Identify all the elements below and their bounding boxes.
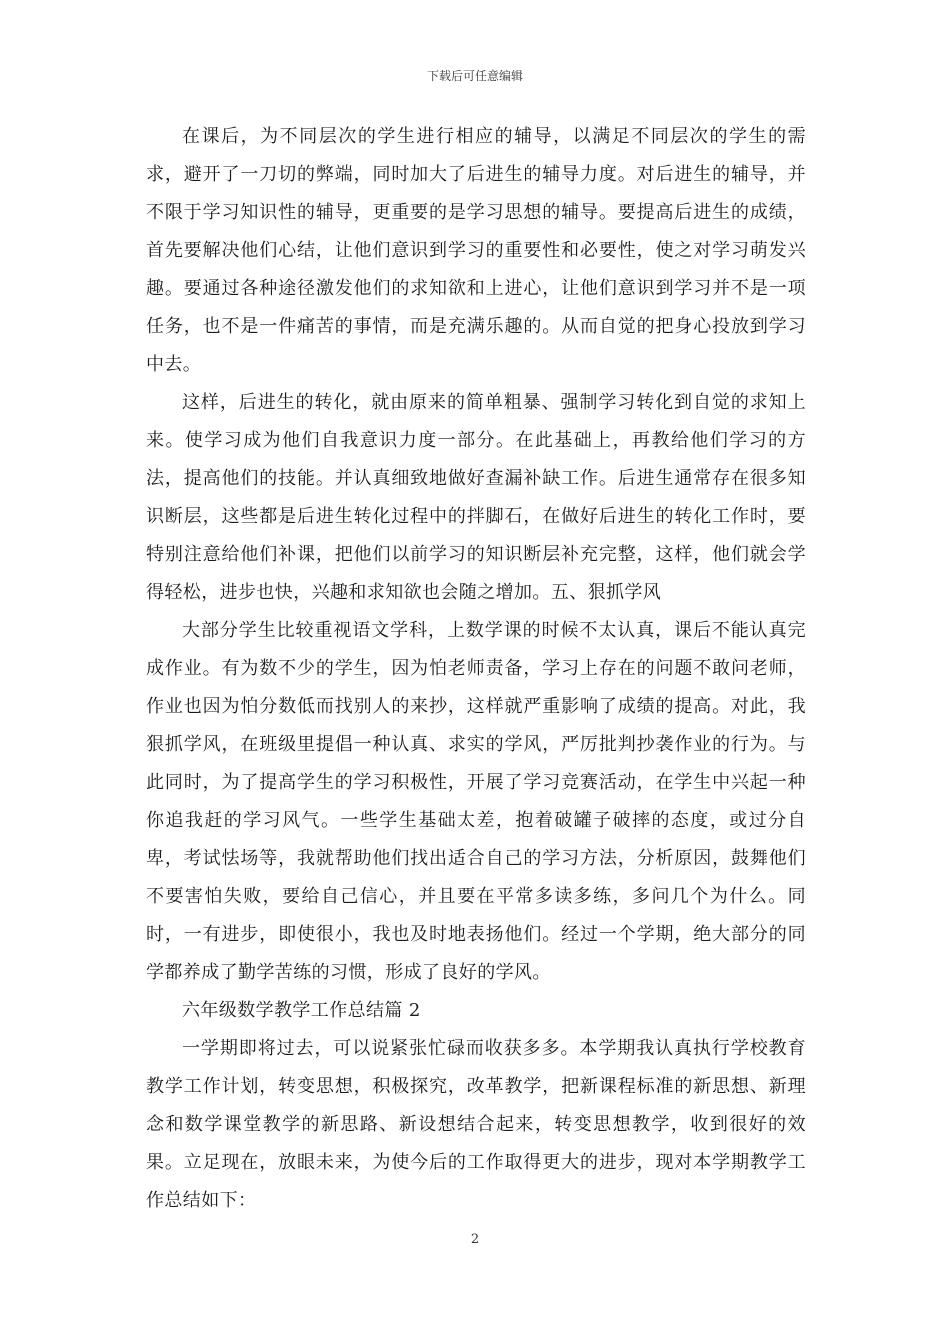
paragraph-slow-learner-transformation: 这样，后进生的转化，就由原来的简单粗暴、强制学习转化到自觉的求知上来。使学习成为他们自我意识力度一部分。在此基础上，再教给他们学习的方法，提高他们的技能。并认真细致地做好查漏补缺工作。后进生通常存在很多知识断层，这些都是后进生转化过程中的拌脚石，在做好后进生的转化工作时，要特别注意给他们补课，把他们以前学习的知识断层补充完整，这样，他们就会学得轻松，进步也快，兴趣和求知欲也会随之增加。五、狠抓学风 — [146, 392, 806, 603]
page-number: 2 — [470, 1232, 480, 1247]
paragraph-semester-summary-intro: 一学期即将过去，可以说紧张忙碌而收获多多。本学期我认真执行学校教育教学工作计划，转变思想，积极探究，改革教学，把新课程标准的新思想、新理念和数学课堂教学的新思路、新设想结合起来，转变思想教学，收到很好的效果。立足现在，放眼未来，为使今后的工作取得更大的进步，现对本学期教学工作总结如下： — [146, 1038, 806, 1211]
paragraph-after-class-tutoring: 在课后，为不同层次的学生进行相应的辅导，以满足不同层次的学生的需求，避开了一刀切的弊端，同时加大了后进生的辅导力度。对后进生的辅导，并不限于学习知识性的辅导，更重要的是学习思想的辅导。要提高后进生的成绩，首先要解决他们心结，让他们意识到学习的重要性和必要性，使之对学习萌发兴趣。要通过各种途径激发他们的求知欲和上进心，让他们意识到学习并不是一项任务，也不是一件痛苦的事情，而是充满乐趣的。从而自觉的把身心投放到学习中去。 — [146, 126, 806, 375]
paragraph-study-atmosphere: 大部分学生比较重视语文学科，上数学课的时候不太认真，课后不能认真完成作业。有为数不少的学生，因为怕老师责备，学习上存在的问题不敢问老师，作业也因为怕分数低而找别人的来抄，这样就严重影响了成绩的提高。对此，我狠抓学风，在班级里提倡一种认真、求实的学风，严厉批判抄袭作业的行为。与此同时，为了提高学生的学习积极性，开展了学习竞赛活动，在学生中兴起一种你追我赶的学习风气。一些学生基础太差，抱着破罐子破摔的态度，或过分自卑，考试怯场等，我就帮助他们找出适合自己的学习方法，分析原因，鼓舞他们不要害怕失败，要给自己信心，并且要在平常多读多练，多问几个为什么。同时，一有进步，即使很小，我也及时地表扬他们。经过一个学期，绝大部分的同学都养成了勤学苦练的习惯，形成了良好的学风。 — [146, 620, 806, 983]
document-body — [146, 118, 806, 1220]
section-title: 六年级数学教学工作总结篇 2 — [182, 1000, 421, 1021]
page-header-note: 下载后可任意编辑 — [426, 69, 523, 83]
